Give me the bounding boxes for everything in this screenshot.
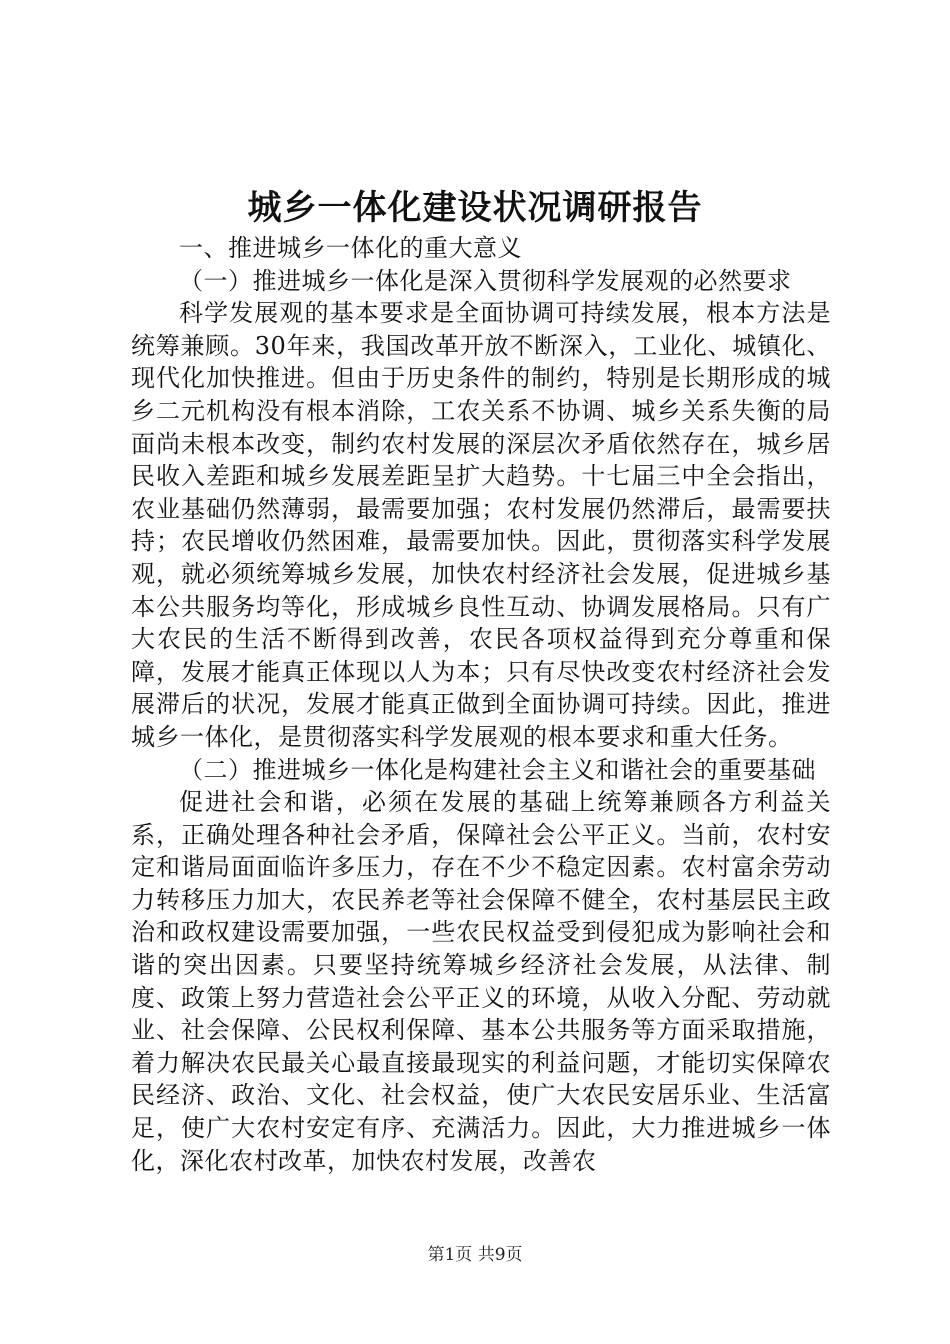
document-title: 城乡一体化建设状况调研报告 (247, 188, 703, 228)
body-paragraph: 科学发展观的基本要求是全面协调可持续发展，根本方法是统筹兼顾。30年来，我国改革开放不断深入，工业化、城镇化、现代化加快推进。但由于历史条件的制约，特别是长期形成的城乡二元机构没有根本消除，工农关系不协调、城乡关系失衡的局面尚未根本改变，制约农村发展的深层次矛盾依然存在，城乡居民收入差距和城乡发展差距呈扩大趋势。十七届三中全会指出，农业基础仍然薄弱，最需要加强；农村发展仍然滞后，最需要扶持；农民增收仍然困难，最需要加快。因此，贯彻落实科学发展观，就必须统筹城乡发展，加快农村经济社会发展，促进城乡基本公共服务均等化，形成城乡良性互动、协调发展格局。只有广大农民的生活不断得到改善，农民各项权益得到充分尊重和保障，发展才能真正体现以人为本；只有尽快改变农村经济社会发展滞后的状况，发展才能真正做到全面协调可持续。因此，推进城乡一体化，是贯彻落实科学发展观的根本要求和重大任务。 (131, 299, 831, 751)
section-heading: 一、推进城乡一体化的重大意义 (179, 234, 522, 262)
subsection-heading: （一）推进城乡一体化是深入贯彻科学发展观的必然要求 (179, 266, 792, 295)
subsection-heading: （二）推进城乡一体化是构建社会主义和谐社会的重要基础 (179, 755, 816, 784)
page-number-footer: 第1页 共9页 (427, 1245, 523, 1265)
document-body (131, 232, 831, 1177)
body-paragraph: 促进社会和谐，必须在发展的基础上统筹兼顾各方利益关系，正确处理各种社会矛盾，保障社会公平正义。当前，农村安定和谐局面面临许多压力，存在不少不稳定因素。农村富余劳动力转移压力加大，农民养老等社会保障不健全，农村基层民主政治和政权建设需要加强，一些农民权益受到侵犯成为影响社会和谐的突出因素。只要坚持统筹城乡经济社会发展，从法律、制度、政策上努力营造社会公平正义的环境，从收入分配、劳动就业、社会保障、公民权利保障、基本公共服务等方面采取措施，着力解决农民最关心最直接最现实的利益问题，才能切实保障农民经济、政治、文化、社会权益，使广大农民安居乐业、生活富足，使广大农村安定有序、充满活力。因此，大力推进城乡一体化，深化农村改革，加快农村发展，改善农 (131, 788, 831, 1175)
